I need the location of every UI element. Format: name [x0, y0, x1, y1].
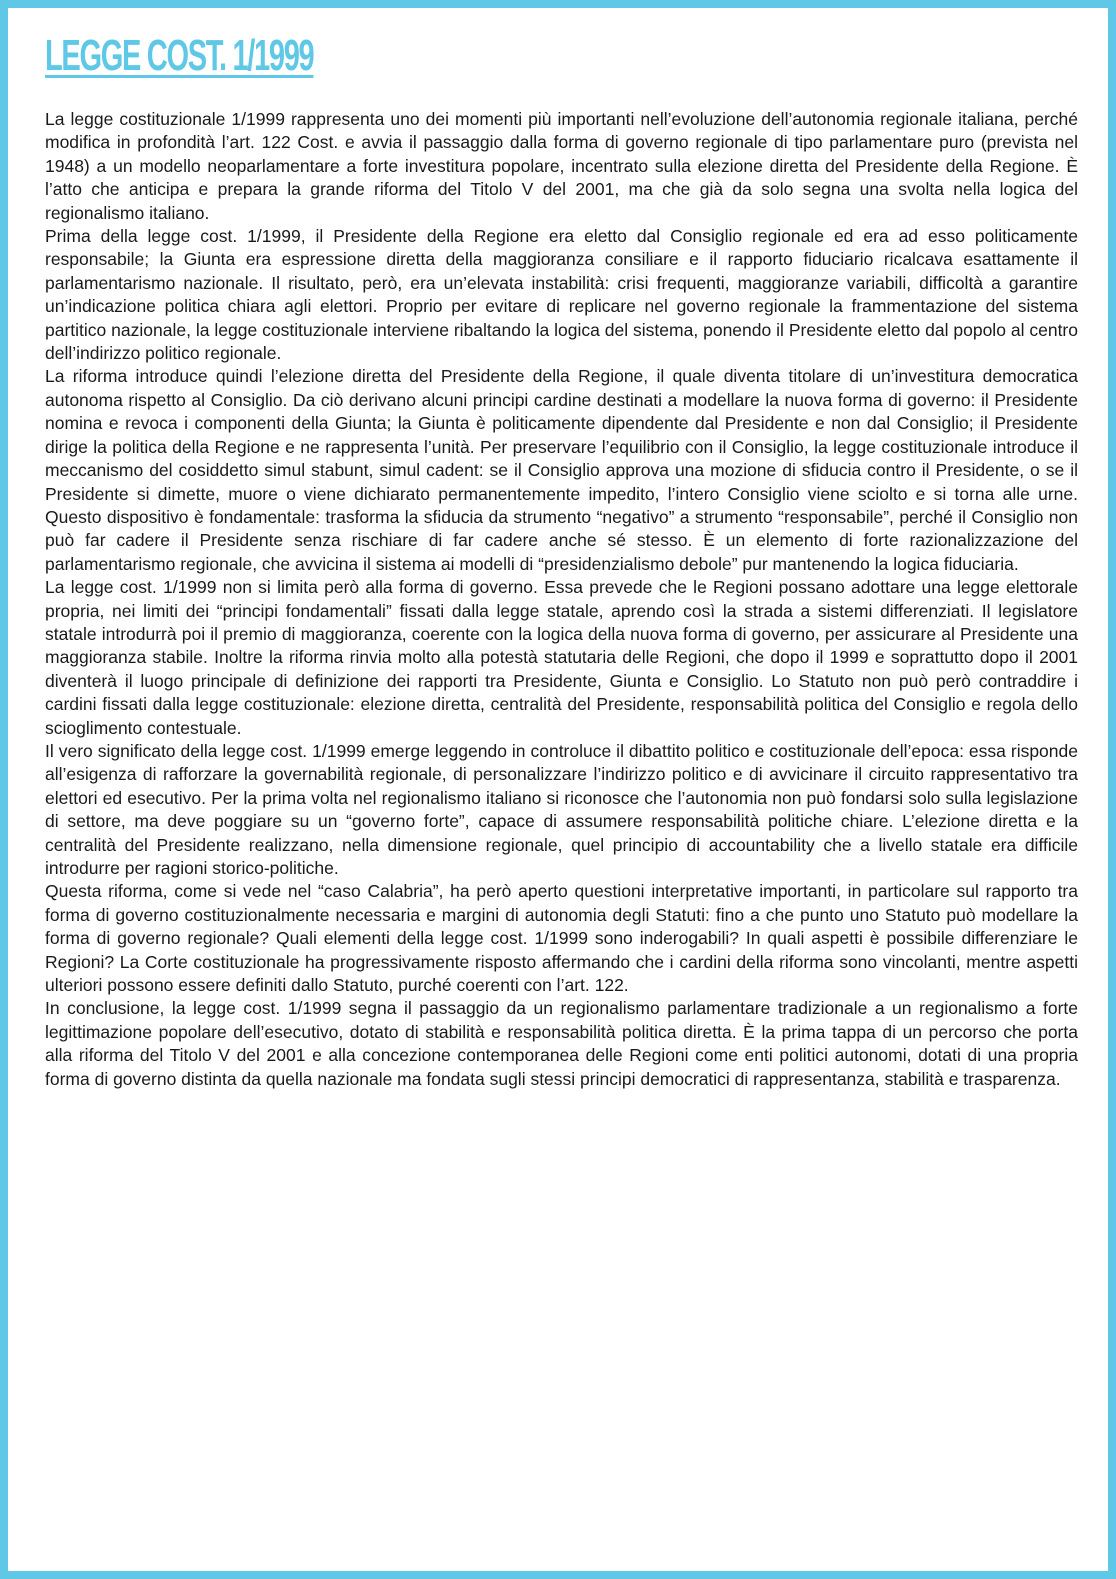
paragraph-intro: La legge costituzionale 1/1999 rappresenta uno dei momenti più importanti nell’evoluzione dell’autonomia regionale italiana, perché modifica in profondità l’art. 122 Cost. e avvia il passaggio dalla forma di governo regionale di tipo parlamentare puro (prevista nel 1948) a un modello neoparlamentare a forte investitura popolare, incentrato sulla elezione diretta del Presidente della Regione. È l’atto che anticipa e prepara la grande riforma del Titolo V del 2001, ma che già da solo segna una svolta nella logica del regionalismo italiano. — [45, 109, 1078, 223]
paragraph-before-reform: Prima della legge cost. 1/1999, il Presidente della Regione era eletto dal Consiglio regionale ed era ad esso politicamente responsabile; la Giunta era espressione diretta della maggioranza consiliare e il rapporto fiduciario ricalcava esattamente il parlamentarismo nazionale. Il risultato, però, era un’elevata instabilità: crisi frequenti, maggioranze variabili, difficoltà a garantire un’indicazione politica chiara agli elettori. Proprio per evitare di replicare nel governo regionale la frammentazione del sistema partitico nazionale, la legge costituzionale interviene ribaltando la logica del sistema, ponendo il Presidente eletto dal popolo al centro dell’indirizzo politico regionale. — [45, 226, 1078, 364]
paragraph-significance: Il vero significato della legge cost. 1/1999 emerge leggendo in controluce il dibattito politico e costituzionale dell’epoca: essa risponde all’esigenza di rafforzare la governabilità regionale, di personalizzare l’indirizzo politico e di avvicinare il circuito rappresentativo tra elettori ed esecutivo. Per la prima volta nel regionalismo italiano si riconosce che l’autonomia non può fondarsi solo sulla legislazione di settore, ma deve poggiare su un “governo forte”, capace di assumere responsabilità politiche chiare. L’elezione diretta e la centralità del Presidente realizzano, nella dimensione regionale, quel principio di accountability che a livello statale era difficile introdurre per ragioni storico-politiche. — [45, 740, 1078, 878]
page-title: LEGGE COST. 1/1999 — [45, 31, 314, 80]
paragraph-calabria-case: Questa riforma, come si vede nel “caso Calabria”, ha però aperto questioni interpretative importanti, in particolare sul rapporto tra forma di governo costituzionalmente necessaria e margini di autonomia degli Statuti: fino a che punto uno Statuto può modellare la forma di governo regionale? Quali elementi della legge cost. 1/1999 sono inderogabili? In quali aspetti è possibile differenziare le Regioni? La Corte costituzionale ha progressivamente risposto affermando che i cardini della riforma sono vincolanti, mentre aspetti ulteriori possono essere definiti dallo Statuto, purché coerenti con l’art. 122. — [45, 881, 1078, 996]
body-text — [45, 108, 1078, 1091]
paragraph-conclusion: In conclusione, la legge cost. 1/1999 segna il passaggio da un regionalismo parlamentare tradizionale a un regionalismo a forte legittimazione popolare dell’esecutivo, dotato di stabilità e responsabilità politica diretta. È la prima tappa di un percorso che porta alla riforma del Titolo V del 2001 e alla concezione contemporanea delle Regioni come enti politici autonomi, dotati di una propria forma di governo distinta da quella nazionale ma fondata sugli stessi principi democratici di rappresentanza, stabilità e trasparenza. — [45, 998, 1078, 1089]
paragraph-direct-election: La riforma introduce quindi l’elezione diretta del Presidente della Regione, il quale diventa titolare di un’investitura democratica autonoma rispetto al Consiglio. Da ciò derivano alcuni principi cardine destinati a modellare la nuova forma di governo: il Presidente nomina e revoca i componenti della Giunta; la Giunta è politicamente dipendente dal Presidente e non dal Consiglio; il Presidente dirige la politica della Regione e ne rappresenta l’unità. Per preservare l’equilibrio con il Consiglio, la legge costituzionale introduce il meccanismo del cosiddetto simul stabunt, simul cadent: se il Consiglio approva una mozione di sfiducia contro il Presidente, o se il Presidente si dimette, muore o viene dichiarato permanentemente impedito, l’intero Consiglio viene sciolto e si torna alle urne. Questo dispositivo è fondamentale: trasforma la sfiducia da strumento “negativo” a strumento “responsabile”, perché il Consiglio non può far cadere il Presidente senza rischiare di far cadere anche sé stesso. È un elemento di forte razionalizzazione del parlamentarismo regionale, che avvicina il sistema ai modelli di “presidenzialismo debole” pur mantenendo la logica fiduciaria. — [45, 366, 1078, 574]
paragraph-electoral-law: La legge cost. 1/1999 non si limita però alla forma di governo. Essa prevede che le Regioni possano adottare una legge elettorale propria, nei limiti dei “principi fondamentali” fissati dalla legge statale, aprendo così la strada a sistemi differenziati. Il legislatore statale introdurrà poi il premio di maggioranza, coerente con la logica della nuova forma di governo, per assicurare al Presidente una maggioranza stabile. Inoltre la riforma rinvia molto alla potestà statutaria delle Regioni, che dopo il 1999 e soprattutto dopo il 2001 diventerà il luogo principale di definizione dei rapporti tra Presidente, Giunta e Consiglio. Lo Statuto non può però contraddire i cardini fissati dalla legge costituzionale: elezione diretta, centralità del Presidente, responsabilità politica del Consiglio e regola dello scioglimento contestuale. — [45, 577, 1078, 738]
